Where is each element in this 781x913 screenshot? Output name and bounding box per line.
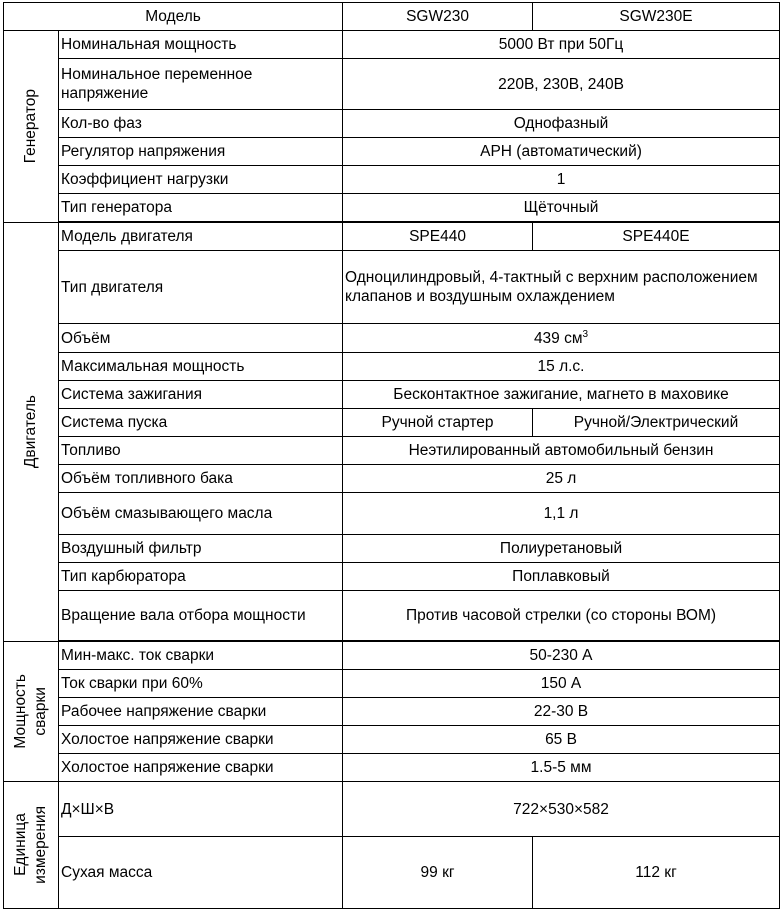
table-row: [4, 409, 780, 437]
param-value: Неэтилированный автомобильный бензин: [343, 437, 780, 465]
param-value: Одноцилиндровый, 4-тактный с верхним расположением клапанов и воздушным охлаждением: [343, 251, 780, 324]
group-welding: [4, 642, 59, 782]
table-row: [4, 110, 780, 138]
param-value: Однофазный: [343, 110, 780, 138]
mass-b: 112 кг: [533, 837, 780, 909]
param-label: Объём: [59, 324, 343, 353]
param-value: 150 А: [343, 670, 780, 698]
param-value: 722×530×582: [343, 782, 780, 837]
table-row: [4, 31, 780, 59]
group-engine: [4, 223, 59, 642]
mass-a: 99 кг: [343, 837, 533, 909]
start-b: Ручной/Электрический: [533, 409, 780, 437]
param-value: 220В, 230В, 240В: [343, 59, 780, 110]
table-row: [4, 324, 780, 353]
group-dimensions: [4, 782, 59, 909]
param-label: Сухая масса: [59, 837, 343, 909]
table-row: [4, 782, 780, 837]
group-label: Двигатель: [22, 395, 39, 469]
volume-superscript: 3: [582, 328, 589, 340]
start-a: Ручной стартер: [343, 409, 533, 437]
param-label: Д×Ш×В: [59, 782, 343, 837]
table-row: [4, 591, 780, 641]
param-label: Тип генератора: [59, 194, 343, 222]
table-row: [4, 166, 780, 194]
param-value: 1.5-5 мм: [343, 754, 780, 782]
table-row: [4, 726, 780, 754]
param-label: Ток сварки при 60%: [59, 670, 343, 698]
param-label: Воздушный фильтр: [59, 535, 343, 563]
volume-value: 439 см: [533, 329, 583, 347]
param-label: Коэффициент нагрузки: [59, 166, 343, 194]
table-row: [4, 465, 780, 493]
table-row: [4, 59, 780, 110]
param-label: Вращение вала отбора мощности: [59, 591, 343, 641]
table-row: [4, 754, 780, 782]
model-header-label: Модель: [4, 3, 343, 31]
group-label: Единица измерения: [12, 806, 49, 884]
param-label: Топливо: [59, 437, 343, 465]
param-label: Регулятор напряжения: [59, 138, 343, 166]
table-row: [4, 563, 780, 591]
param-value: Полиуретановый: [343, 535, 780, 563]
param-label: Максимальная мощность: [59, 353, 343, 381]
param-label: Мин-макс. ток сварки: [59, 642, 343, 670]
table-row: [4, 138, 780, 166]
group-generator: [4, 31, 59, 223]
param-label: Система зажигания: [59, 381, 343, 409]
table-row: [4, 493, 780, 535]
table-row: [4, 437, 780, 465]
param-label: Тип карбюратора: [59, 563, 343, 591]
table-row: [4, 642, 780, 670]
param-label: Кол-во фаз: [59, 110, 343, 138]
param-value: 25 л: [343, 465, 780, 493]
param-label: Модель двигателя: [59, 223, 343, 251]
param-label: Объём топливного бака: [59, 465, 343, 493]
param-value: 5000 Вт при 50Гц: [343, 31, 780, 59]
param-label: Номинальное переменное напряжение: [59, 59, 343, 110]
param-value: Поплавковый: [343, 563, 780, 591]
table-row: [4, 223, 780, 251]
table-row: [4, 381, 780, 409]
table-row: [4, 670, 780, 698]
table-row: [4, 194, 780, 222]
group-label: Мощность сварки: [12, 674, 49, 749]
engine-model-b: SPE440E: [533, 223, 780, 251]
group-label: Генератор: [22, 89, 39, 164]
header-row: [4, 3, 780, 31]
table-row: [4, 837, 780, 909]
param-label: Тип двигателя: [59, 251, 343, 324]
param-value: Щёточный: [343, 194, 780, 222]
param-value: Против часовой стрелки (со стороны ВОМ): [343, 591, 780, 641]
param-value: 22-30 В: [343, 698, 780, 726]
table-row: [4, 251, 780, 324]
param-label: Номинальная мощность: [59, 31, 343, 59]
param-value: 65 В: [343, 726, 780, 754]
engine-model-a: SPE440: [343, 223, 533, 251]
param-label: Холостое напряжение сварки: [59, 726, 343, 754]
table-row: [4, 698, 780, 726]
param-label: Холостое напряжение сварки: [59, 754, 343, 782]
param-label: Объём смазывающего масла: [59, 493, 343, 535]
table-row: [4, 535, 780, 563]
spec-table: [3, 2, 780, 909]
model-a-header: SGW230: [343, 3, 533, 31]
model-b-header: SGW230E: [533, 3, 780, 31]
param-value: АРН (автоматический): [343, 138, 780, 166]
param-label: Рабочее напряжение сварки: [59, 698, 343, 726]
param-value: 50-230 А: [343, 642, 780, 670]
param-value: 1,1 л: [343, 493, 780, 535]
param-value: [343, 324, 780, 353]
param-value: 1: [343, 166, 780, 194]
param-value: Бесконтактное зажигание, магнето в маховике: [343, 381, 780, 409]
table-row: [4, 353, 780, 381]
param-value: 15 л.с.: [343, 353, 780, 381]
param-label: Система пуска: [59, 409, 343, 437]
